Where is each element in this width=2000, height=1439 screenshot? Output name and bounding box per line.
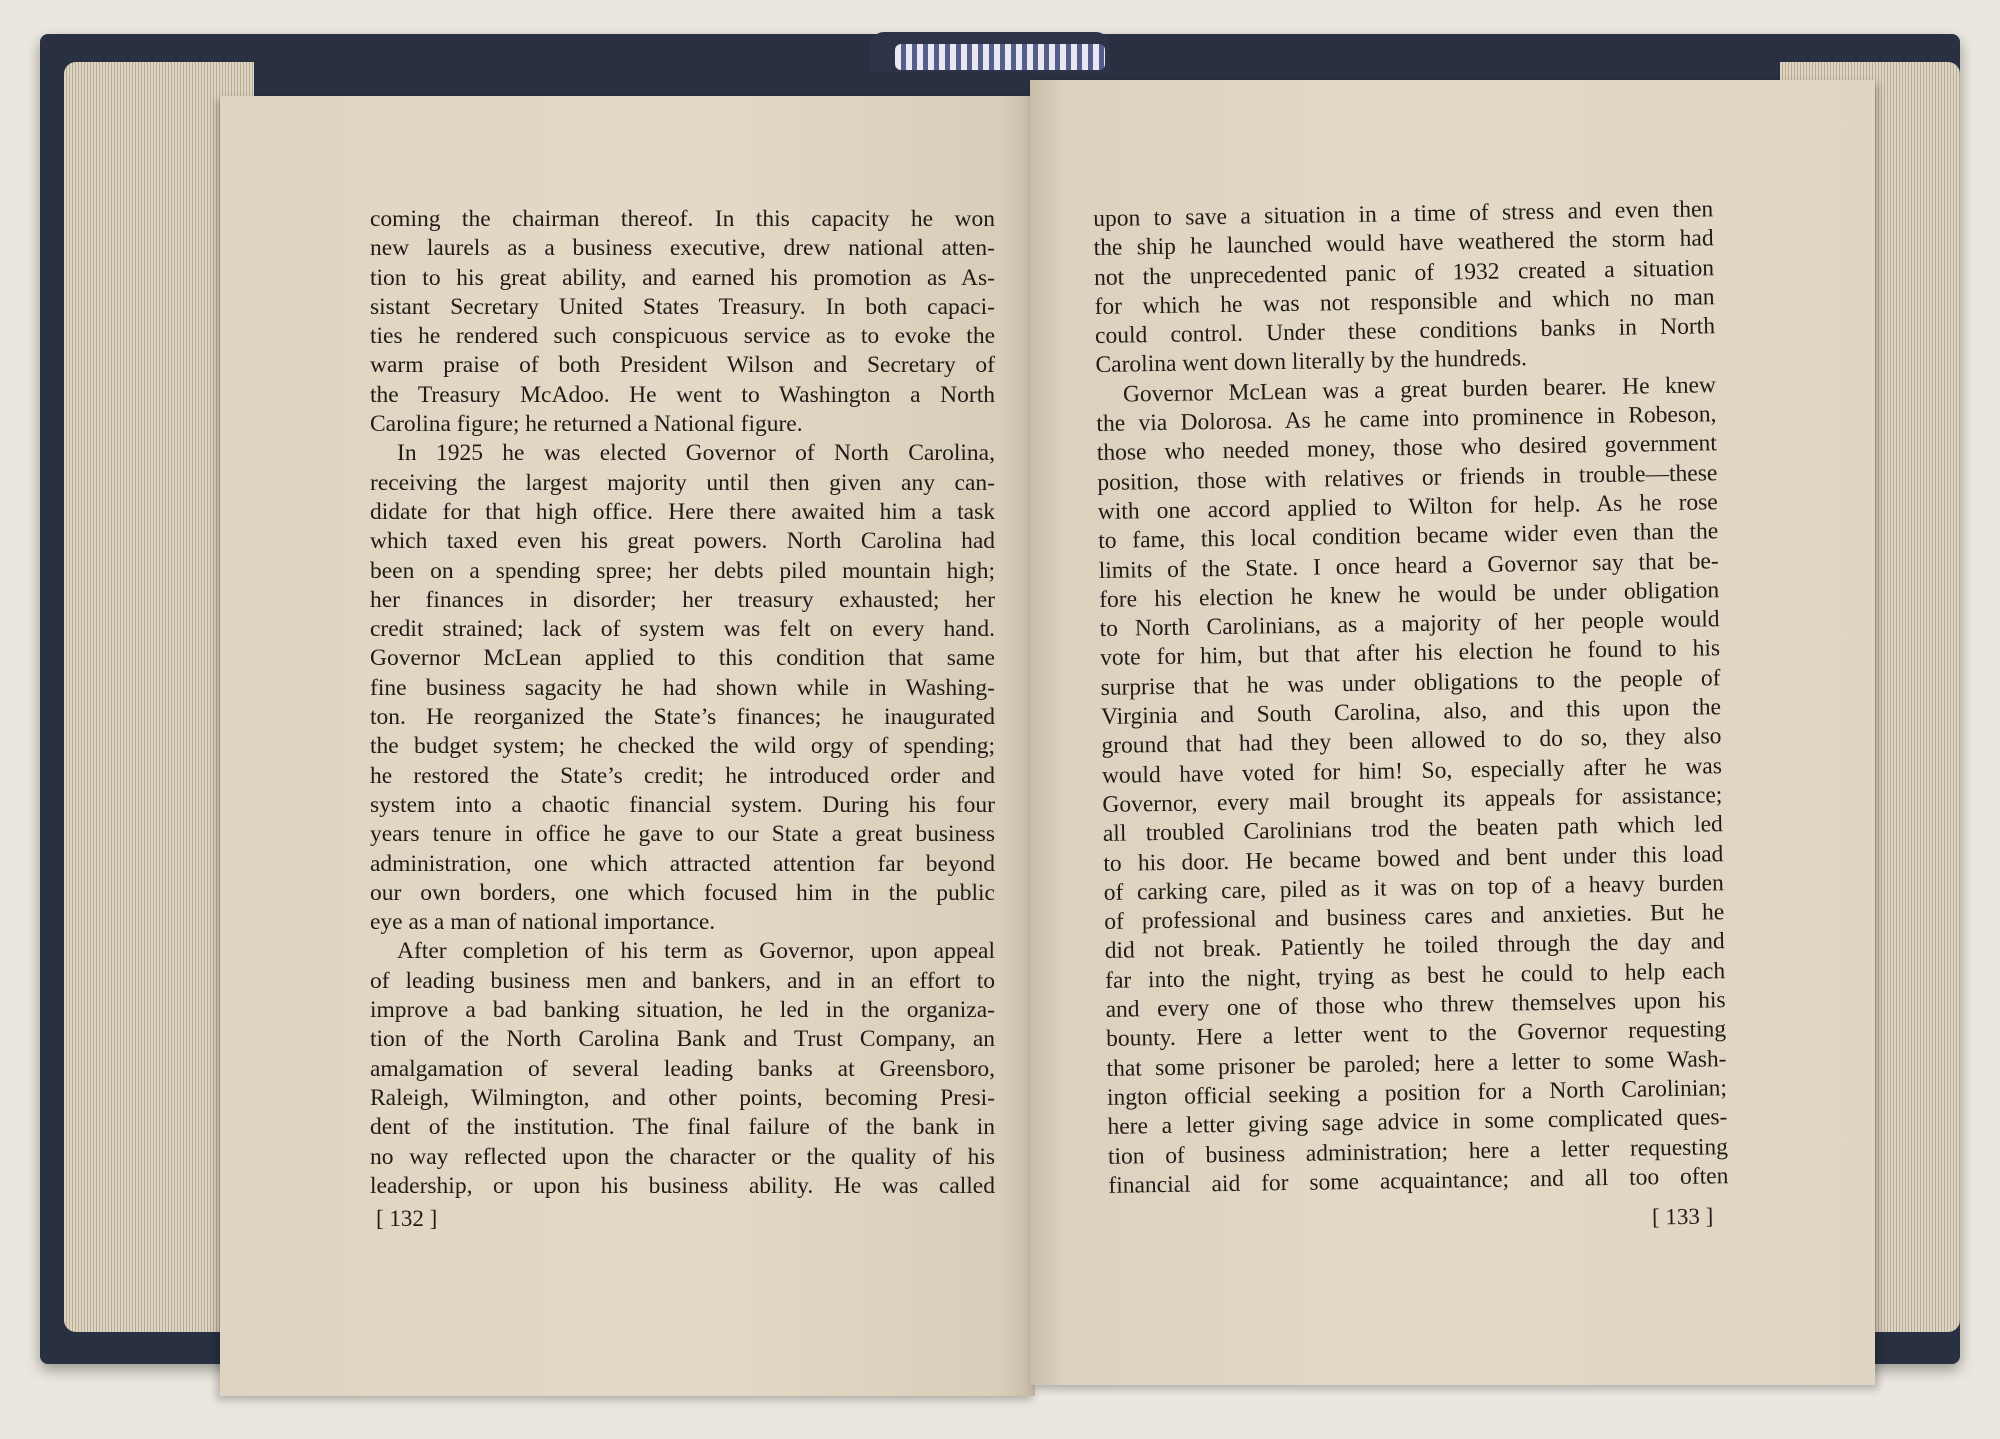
text-line: could control. Under these conditions banks in North <box>1094 313 1716 350</box>
text-line: to North Carolinians, as a majority of her people would <box>1099 606 1720 643</box>
text-line: far into the night, trying as best he could to help each <box>1104 957 1726 994</box>
text-line: Governor McLean was a great burden bearer. He knew <box>1122 372 1717 408</box>
right-page-number: [ 133 ] <box>1651 1203 1714 1230</box>
text-line: Governor McLean applied to this condition that same <box>370 645 995 672</box>
text-line: he restored the State’s credit; he introduced order and <box>370 762 995 789</box>
text-line: vote for him, but that after his election he found to his <box>1099 635 1721 672</box>
text-line: the via Dolorosa. As he came into prominence in Robeson, <box>1096 401 1717 438</box>
text-line: to fame, this local condition became wider even than the <box>1098 518 1719 555</box>
text-line: here a letter giving sage advice in some complicated ques- <box>1107 1104 1728 1141</box>
text-line: credit strained; lack of system was felt on every hand. <box>370 616 995 643</box>
text-line: receiving the largest majority until then given any can- <box>370 469 995 496</box>
text-line: not the unprecedented panic of 1932 created a situation <box>1093 254 1715 291</box>
text-line: financial aid for some acquaintance; and all too often <box>1108 1162 1729 1199</box>
text-line: dent of the institution. The final failure of the bank in <box>370 1114 995 1141</box>
text-line: for which he was not responsible and which no man <box>1094 284 1715 320</box>
text-line: surprise that he was under obligations to the people of <box>1100 664 1721 701</box>
text-line: which taxed even his great powers. North Carolina had <box>370 528 995 555</box>
text-line: all troubled Carolinians trod the beaten path which led <box>1102 811 1724 848</box>
text-line: of leading business men and bankers, and in an effort to <box>370 967 995 994</box>
text-line: new laurels as a business executive, drew national atten- <box>370 235 995 262</box>
text-line: ties he rendered such conspicuous service as to evoke the <box>370 323 995 350</box>
text-line: those who needed money, those who desired government <box>1096 430 1718 467</box>
right-page-text <box>1093 195 1729 1201</box>
text-line: Governor, every mail brought its appeals for assistance; <box>1102 782 1723 818</box>
text-line: that some prisoner be paroled; here a letter to some Wash- <box>1106 1045 1727 1082</box>
left-page-number: [ 132 ] <box>376 1206 438 1231</box>
text-line: her finances in disorder; her treasury exhausted; her <box>370 586 995 613</box>
text-line: didate for that high office. Here there awaited him a task <box>370 498 995 525</box>
text-line: the Treasury McAdoo. He went to Washington a North <box>370 381 995 408</box>
text-line: system into a chaotic financial system. During his four <box>370 791 995 818</box>
text-line: of professional and business cares and anxieties. But he <box>1104 899 1725 936</box>
text-line: to his door. He became bowed and bent under this load <box>1103 840 1724 877</box>
text-line: bounty. Here a letter went to the Governor requesting <box>1105 1016 1727 1053</box>
text-line: warm praise of both President Wilson and Secretary of <box>370 352 995 379</box>
text-line: sistant Secretary United States Treasury. In both capaci- <box>370 293 995 320</box>
text-line: eye as a man of national importance. <box>370 909 716 936</box>
text-line: Carolina went down literally by the hundreds. <box>1095 345 1528 379</box>
text-line: would have voted for him! So, especially after he was <box>1101 752 1723 789</box>
text-line: the ship he launched would have weathered the storm had <box>1093 225 1714 262</box>
text-line: fine business sagacity he had shown while in Washing- <box>370 674 995 701</box>
text-line: In 1925 he was elected Governor of North Carolina, <box>397 440 995 467</box>
text-line: did not break. Patiently he toiled through the day and <box>1104 928 1725 965</box>
text-line: years tenure in office he gave to our State a great business <box>370 821 995 848</box>
text-line: our own borders, one which focused him in the public <box>370 879 995 906</box>
text-line: Virginia and South Carolina, also, and this upon the <box>1100 694 1722 730</box>
text-line: the budget system; he checked the wild orgy of spending; <box>370 733 995 760</box>
text-line: fore his election he knew he would be under obligation <box>1098 577 1720 613</box>
text-line: coming the chairman thereof. In this capacity he won <box>370 206 995 232</box>
text-line: amalgamation of several leading banks at Greensboro, <box>370 1055 995 1082</box>
text-line: of carking care, piled as it was on top of a heavy burden <box>1103 870 1724 906</box>
text-line: upon to save a situation in a time of stress and even then <box>1093 196 1714 232</box>
text-line: tion of business administration; here a letter requesting <box>1107 1133 1729 1170</box>
text-line: tion of the North Carolina Bank and Trust Company, an <box>370 1026 995 1053</box>
text-line: and every one of those who threw themselves upon his <box>1105 987 1726 1023</box>
text-line: ground that had they been allowed to do so, they also <box>1101 723 1722 760</box>
text-line: After completion of his term as Governor, upon appeal <box>397 938 995 965</box>
text-line: administration, one which attracted attention far beyond <box>370 850 995 877</box>
text-line: improve a bad banking situation, he led in the organiza- <box>370 997 995 1024</box>
text-line: leadership, or upon his business ability. He was called <box>370 1172 995 1199</box>
text-line: Carolina figure; he returned a National figure. <box>370 411 803 438</box>
text-line: limits of the State. I once heard a Governor say that be- <box>1098 547 1719 584</box>
left-page-text <box>370 205 995 1201</box>
text-line: with one accord applied to Wilton for help. As he rose <box>1097 489 1718 525</box>
text-line: ton. He reorganized the State’s finances; he inaugurated <box>370 704 995 731</box>
headband <box>895 44 1105 70</box>
text-line: position, those with relatives or friends in trouble—these <box>1097 459 1718 496</box>
text-line: no way reflected upon the character or the quality of his <box>370 1143 995 1170</box>
text-line: been on a spending spree; her debts piled mountain high; <box>370 557 995 584</box>
text-line: tion to his great ability, and earned his promotion as As- <box>370 264 995 291</box>
text-line: Raleigh, Wilmington, and other points, becoming Presi- <box>370 1084 995 1111</box>
text-line: ington official seeking a position for a North Carolinian; <box>1106 1075 1728 1111</box>
